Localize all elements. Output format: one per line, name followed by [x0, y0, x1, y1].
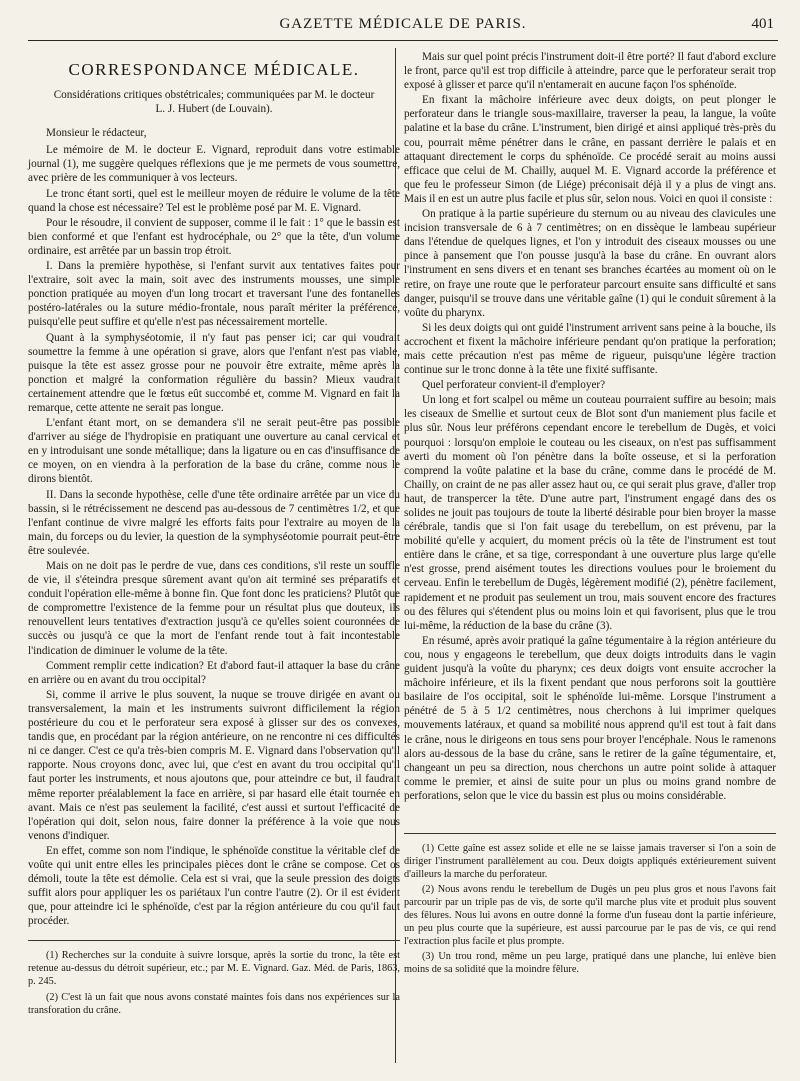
footnote: (1) Recherches sur la conduite à suivre lorsque, après la sortie du tronc, la tête est retenue au-dessus du détroit supérieur, etc.; par M. E. Vignard. Gaz. Méd. de Paris, 1863, p. 245.: [28, 950, 400, 988]
article-subtitle: Considérations critiques obstétricales; communiquées par M. le docteur L. J. Hubert (de Louvain).: [53, 89, 375, 116]
journal-title: GAZETTE MÉDICALE DE PARIS.: [279, 16, 527, 32]
section-title: CORRESPONDANCE MÉDICALE.: [68, 60, 360, 79]
paragraph: Quel perforateur convient-il d'employer?: [422, 379, 606, 392]
paragraph: Si, comme il arrive le plus souvent, la nuque se trouve dirigée en avant ou transversalement, la main et les instruments suivront difficilement la région postérieure du cou et le perforateur sera exposé à glisser sur des os convexes, tandis que, en procédant par la région antérieure, on ne rencontre ni ces difficultés ni ce danger. C'est ce qu'a très-bien compris M. E. Vignard dans l'observation qu'il rapporte. Nous croyons donc, avec lui, que c'est en avant du trou occipital qu'il faut porter les instruments, et nous ajoutons que, pour atteindre ce but, il faudrait même reporter préalablement la face en arrière, si par hasard elle était tournée en avant. Mais ce n'est pas seulement la facilité, c'est aussi et surtout l'efficacité de l'opération qui doit, selon nous, faire donner la préférence à la voie que nous venons d'indiquer.: [28, 688, 400, 842]
salutation: Monsieur le rédacteur,: [46, 127, 147, 140]
paragraph: Quant à la symphyséotomie, il n'y faut pas penser ici; car qui voudrait soumettre la femme à une opération si grave, alors que l'enfant n'est pas viable, puisque la tête est assez grosse pour ne pouvoir être extraite, même après la ponction et malgré la conformation régulière du bassin? Mieux vaudrait certainement attendre que le fœtus eût succombé et, comme M. Vignard en fait la remarque, cette attente ne serait pas longue.: [28, 331, 400, 414]
paragraph: Le mémoire de M. le docteur E. Vignard, reproduit dans votre estimable journal (1), me suggère quelques réflexions que je me permets de vous soumettre, avec prière de les communiquer à vos lecteurs.: [28, 144, 400, 185]
footnote: (2) Nous avons rendu le terebellum de Dugès un peu plus gros et nous l'avons fait parcourir par un triple pas de vis, de sorte qu'il marche plus vite et produit plus souvent des fêlures. Nous lui avons en outre donné la forme d'un fuseau dont la partie inférieure, un peu plus courte que la supérieure, est aussi parcourue par le pas de vis, ce qui rend l'extraction plus facile et plus prompte.: [404, 884, 776, 947]
paragraph: En fixant la mâchoire inférieure avec deux doigts, on peut plonger le perforateur dans le triangle sous-maxillaire, traverser la peau, la langue, la voûte palatine et la base du crâne. L'instrument, bien dirigé et ainsi appliqué très-près du cou, pourrait même pénétrer dans le crâne, en passant derrière le palais et en attaquant directement le corps du sphénoïde. Ce procédé serait au moins aussi efficace que celui de M. Chailly, auquel M. E. Vignard accorde la préférence et que feu le professeur Simon (de Liége) préconisait déjà il y a plus de vingt ans. Mais il en est un autre plus facile et plus sûr, selon nous. Voici en quoi il consiste :: [404, 94, 776, 205]
footnote: (3) Un trou rond, même un peu large, pratiqué dans une planche, lui enlève bien moins de sa solidité que la moindre fêlure.: [404, 951, 776, 976]
footnote: (1) Cette gaîne est assez solide et elle ne se laisse jamais traverser si l'on a soin de diriger l'instrument parallèlement au cou. Deux doigts appliqués extérieurement suivent d'ailleurs la marche du perforateur.: [404, 842, 776, 880]
right-footnotes: [404, 833, 776, 977]
paragraph: Mais on ne doit pas le perdre de vue, dans ces conditions, s'il reste un souffle de vie, il s'éteindra presque sûrement avant qu'on ait terminé ses préparatifs et conduit l'opération elle-même à bonne fin. Que font donc les praticiens? Plutôt que de compromettre l'existence de la femme pour un résultat plus que douteux, ils renouvellent leurs tentatives d'extraction jusqu'à ce qu'elles soient couronnées de succès ou jusqu'à ce que la mort de l'enfant rende tout à fait incontestable l'indication de diminuer le volume de la tête.: [28, 560, 400, 657]
left-footnotes: [28, 940, 400, 1017]
right-column: [404, 50, 776, 977]
paragraph: Mais sur quel point précis l'instrument doit-il être porté? Il faut d'abord exclure le front, parce qu'il est trop difficile à atteindre, parce que le perforateur serait trop exposé à glisser et parce qu'il n'entamerait en aucune façon l'os sphénoïde.: [404, 51, 776, 92]
footnote: (2) C'est là un fait que nous avons constaté maintes fois dans nos expériences sur la transforation du crâne.: [28, 991, 400, 1016]
running-head: [28, 14, 778, 41]
paragraph: En effet, comme son nom l'indique, le sphénoïde constitue la véritable clef de voûte qui unit entre elles les principales pièces dont le crâne se compose. Cet os démoli, toute la tête est démolie. Cela est si vrai, que la seule pression des doigts suffit alors pour appliquer les os pariétaux l'un contre l'autre (2). Or il est évident que, pour atteindre ici le sphénoïde, c'est par la région antérieure du cou qu'il faut procéder.: [28, 844, 400, 928]
paragraph: I. Dans la première hypothèse, si l'enfant survit aux tentatives faites pour l'extraire, soit avec la main, soit avec des instruments mousses, une simple ponction pratiquée au moyen d'un long trocart et traversant l'une des fontanelles postéro-latérales ou la suture médio-frontale, nous paraît mériter la préférence, puisqu'elle peut suffire et qu'elle n'est pas nécessairement mortelle.: [28, 260, 400, 329]
paragraph: En résumé, après avoir pratiqué la gaîne tégumentaire à la région antérieure du cou, nous y engageons le terebellum, que deux doigts introduits dans le vagin guident jusqu'à la voûte du pharynx; ces deux doigts vont ensuite accrocher la mâchoire inférieure, et ils la fixent pendant que nous perforons soit la gouttière basilaire de l'os occipital, soit le sphénoïde lui-même. Lorsque l'instrument a pénétré de 5 à 5 1/2 centimètres, nous cherchons à lui imprimer quelques mouvements latéraux, et quand sa mobilité nous apprend qu'il est tout à fait dans le crâne, nous le dirigeons en tous sens pour broyer l'encéphale. Nous le ramenons alors au-dessous de la base du crâne, sans le retirer de la gaîne tégumentaire, et, changeant un peu sa direction, nous cherchons un autre point solide à attaquer comme le premier, et ainsi de suite pour un plus ou moins grand nombre de perforations, selon que le vice du bassin est plus ou moins considérable.: [404, 634, 776, 802]
page-number: 401: [751, 16, 774, 32]
paragraph: Comment remplir cette indication? Et d'abord faut-il attaquer la base du crâne en arrière ou en avant du trou occipital?: [28, 659, 400, 686]
left-column: [28, 50, 400, 1017]
paragraph: II. Dans la seconde hypothèse, celle d'une tête ordinaire arrêtée par un vice du bassin, si le rétrécissement ne descend pas au-dessous de 7 centimètres 1/2, et que l'enfant continue de vivre malgré les efforts faits pour l'extraire au moyen de la main, du forceps ou du levier, la question de la symphyséotomie pourrait peut-être être soulevée.: [28, 488, 400, 557]
paragraph: On pratique à la partie supérieure du sternum ou au niveau des clavicules une incision transversale de 6 à 7 centimètres; on en dissèque le lambeau supérieur dans l'étendue de quelques lignes, et l'on y introduit des ciseaux mousses ou une pince à pansement que l'on pousse jusqu'à la base du crâne. En ouvrant alors l'instrument en sens divers et en tenant ses branches écartées au moment où on le retire, on fraye une route que le perforateur parcourt ensuite sans difficulté et sans danger, puisqu'il se trouve dans une véritable gaîne (1) qui le conduit sûrement à la voûte du pharynx.: [404, 208, 776, 319]
paragraph: Un long et fort scalpel ou même un couteau pourraient suffire au besoin; mais les ciseaux de Smellie et surtout ceux de Blot sont d'un maniement plus facile et plus sûr. Nous leur préférons cependant encore le terebellum de Dugès, et voici pourquoi : lorsqu'on emploie le couteau ou les ciseaux, on n'est pas suffisamment averti du moment où l'on pénètre dans la boîte osseuse, et si la perforation comprend la voûte palatine et la base du crâne, comme dans le procédé de M. Chailly, on craint de ne pas aller assez haut ou, ce qui serait plus grave, d'aller trop haut, de transpercer la tête. D'une autre part, l'instrument engagé dans des os solides ne jouit pas toujours de toute la liberté désirable pour bien broyer la masse cérébrale, tandis que si l'on fait usage du terebellum, on est prévenu, par la mobilité qu'elle y acquiert, du moment précis où la tête de l'instrument est tout entière dans le crâne, et sa tige, correspondant à une ouverture plus large qu'elle n'est grosse, prend aisément toutes les directions voulues pour le broiement du cerveau. Enfin le terebellum de Dugès, légèrement modifié (2), pénètre facilement, rapidement et ne produit pas seulement un trou, mais souvent encore des fractures ou des fêlures qui s'étendent plus ou moins loin et qui favorisent, plus que le trou lui-même, la réduction de la base du crâne (3).: [404, 394, 776, 632]
paragraph: L'enfant étant mort, on se demandera s'il ne serait peut-être pas possible d'arriver au siége de l'hydropisie en pratiquant une ouverture au canal cervical et en y introduisant une sonde métallique; dans la ligature ou en cas d'insuffisance de ce moyen, on en viendra à la perforation de la base du crâne, comme nous le dirons bientôt.: [28, 417, 400, 486]
paragraph: Le tronc étant sorti, quel est le meilleur moyen de réduire le volume de la tête quand la chose est nécessaire? Tel est le problème posé par M. E. Vignard.: [28, 187, 400, 214]
paragraph: Pour le résoudre, il convient de supposer, comme il le fait : 1° que le bassin est bien conformé et que l'enfant est hydrocéphale, ou 2° que la tête, d'un volume ordinaire, est arrêtée par un bassin trop étroit.: [28, 216, 400, 257]
paragraph: Si les deux doigts qui ont guidé l'instrument arrivent sans peine à la bouche, ils accrochent et fixent la mâchoire inférieure pendant qu'on pratique la perforation; mais cette précaution n'est pas même de rigueur, puisqu'une légère traction continue sur le tronc donne à la tête une fixité suffisante.: [404, 321, 776, 377]
